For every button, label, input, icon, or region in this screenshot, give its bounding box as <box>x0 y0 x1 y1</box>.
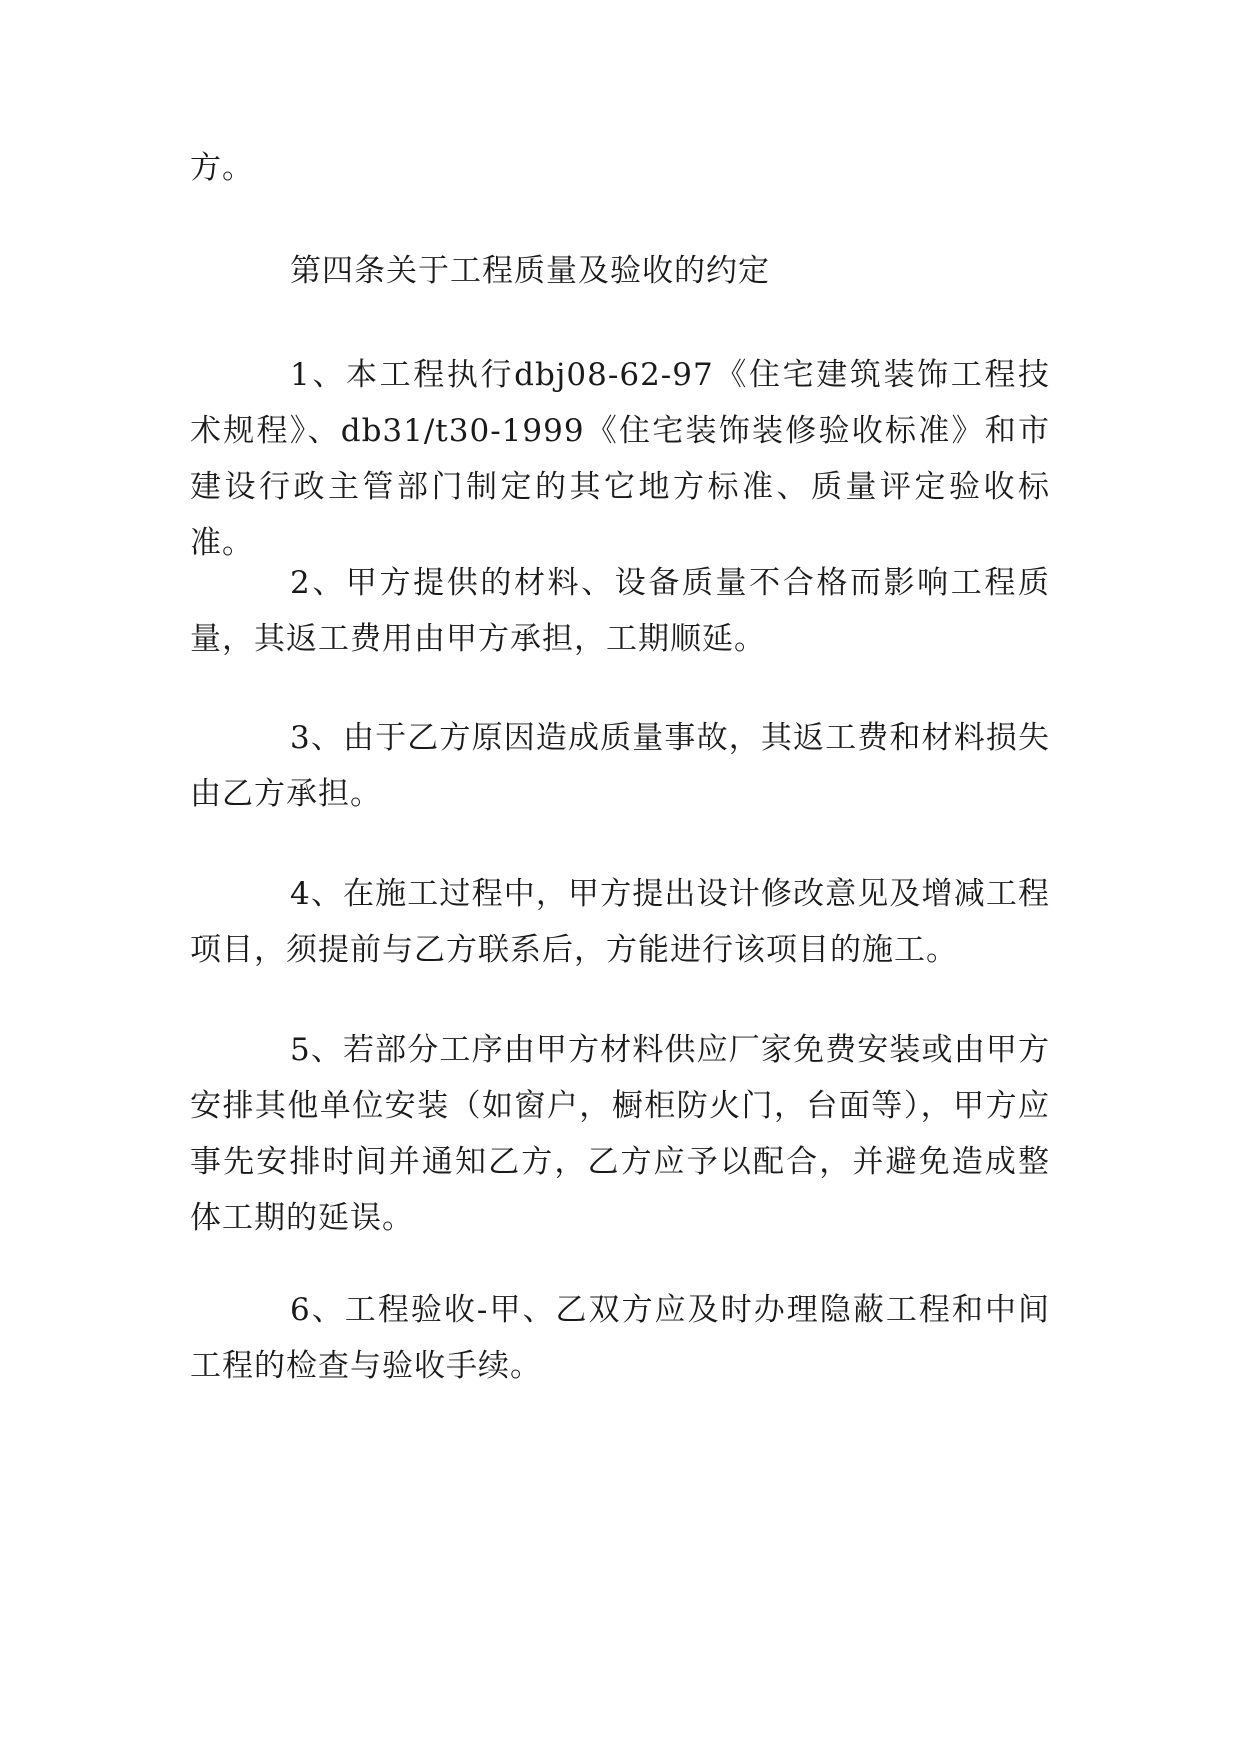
continuation-text: 方。 <box>190 150 254 186</box>
paragraph-1: 1、本工程执行dbj08-62-97《住宅建筑装饰工程技术规程》、db31/t30-1999《住宅装饰装修验收标准》和市建设行政主管部门制定的其它地方标准、质量评定验收标准。 <box>190 357 1050 561</box>
paragraph-4: 4、在施工过程中，甲方提出设计修改意见及增减工程项目，须提前与乙方联系后，方能进行该项目的施工。 <box>190 876 1050 968</box>
paragraph-2: 2、甲方提供的材料、设备质量不合格而影响工程质量，其返工费用由甲方承担，工期顺延。 <box>190 565 1050 657</box>
paragraph-5: 5、若部分工序由甲方材料供应厂家免费安装或由甲方安排其他单位安装（如窗户，橱柜防火门，台面等），甲方应事先安排时间并通知乙方，乙方应予以配合，并避免造成整体工期的延误。 <box>190 1032 1050 1236</box>
section-heading: 第四条关于工程质量及验收的约定 <box>290 253 770 289</box>
paragraph-3: 3、由于乙方原因造成质量事故，其返工费和材料损失由乙方承担。 <box>190 720 1050 812</box>
paragraph-6: 6、工程验收-甲、乙双方应及时办理隐蔽工程和中间工程的检查与验收手续。 <box>190 1292 1050 1384</box>
